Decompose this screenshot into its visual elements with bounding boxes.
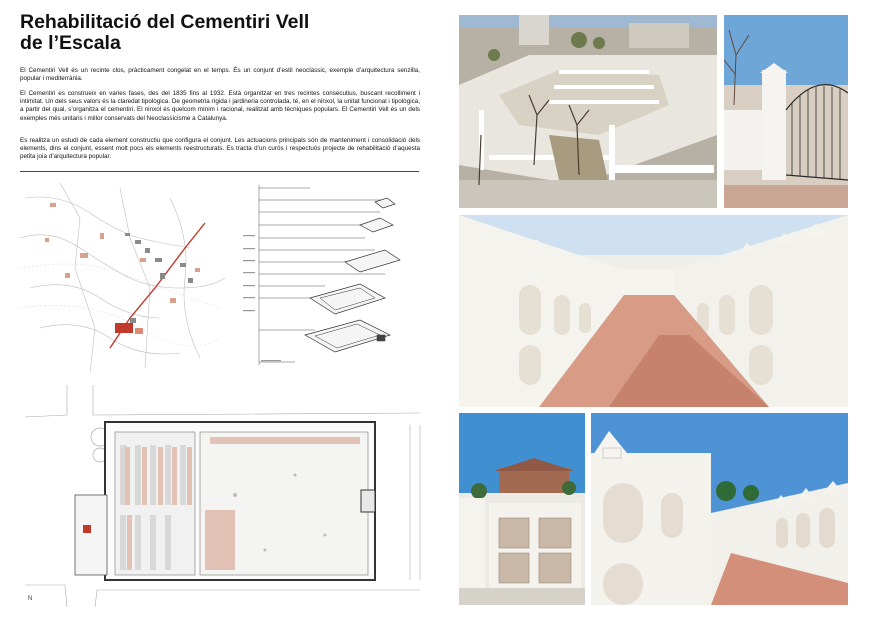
entrance-gate-photo	[724, 15, 848, 208]
aerial-cemetery-photo	[459, 15, 717, 208]
svg-text:N: N	[28, 596, 33, 602]
title-line-1: Rehabilitació del Cementiri Vell	[20, 11, 310, 33]
inner-courtyard-photo	[591, 413, 848, 605]
axonometric-drawing	[235, 180, 425, 375]
title-line-2: de l’Escala	[20, 32, 121, 54]
history-paragraph: El Cementiri es construeix en varies fases, des del 1835 fins al 1932. Està organitzat en tres recintes consecutius, buscant recolliment i intimitat. Un dels seus valors és la claredat tipològica. De geometria rígida i jardineria controlada, té, en el ninxol, la unitat funcional i tipològica, a partir del qual, s’organitza el cementiri. El ninxol és quelcom mínim i racional, realitzat amb tècniques populars. El Cementiri Vell és un dels exemples més unitaris i millor conservats del Neoclassicisme a Catalunya.	[20, 90, 420, 122]
page-title	[20, 12, 440, 54]
floor-plan-drawing	[25, 385, 425, 607]
divider-rule	[20, 171, 419, 172]
intro-paragraph: El Cementiri Vell és un recinte clos, pràcticament congelat en el temps. És un conjunt d’estil neoclàssic, exemple d’arquitectura senzilla, popular i mediterrània.	[20, 67, 420, 83]
niche-facade-photo	[459, 413, 585, 605]
niche-corridor-photo	[459, 215, 848, 407]
project-paragraph: Es realitza un estudi de cada element constructiu que configura el conjunt. Les actuacions principals són de manteniment i consolidació dels elements, dins el conjunt, essent molt pocs els elements reestructurats. Es tracta d’un curós i respectuós projecte de rehabilitació d’aquesta petita joia d’arquitectura popular.	[20, 137, 420, 161]
site-map-drawing	[20, 178, 230, 378]
